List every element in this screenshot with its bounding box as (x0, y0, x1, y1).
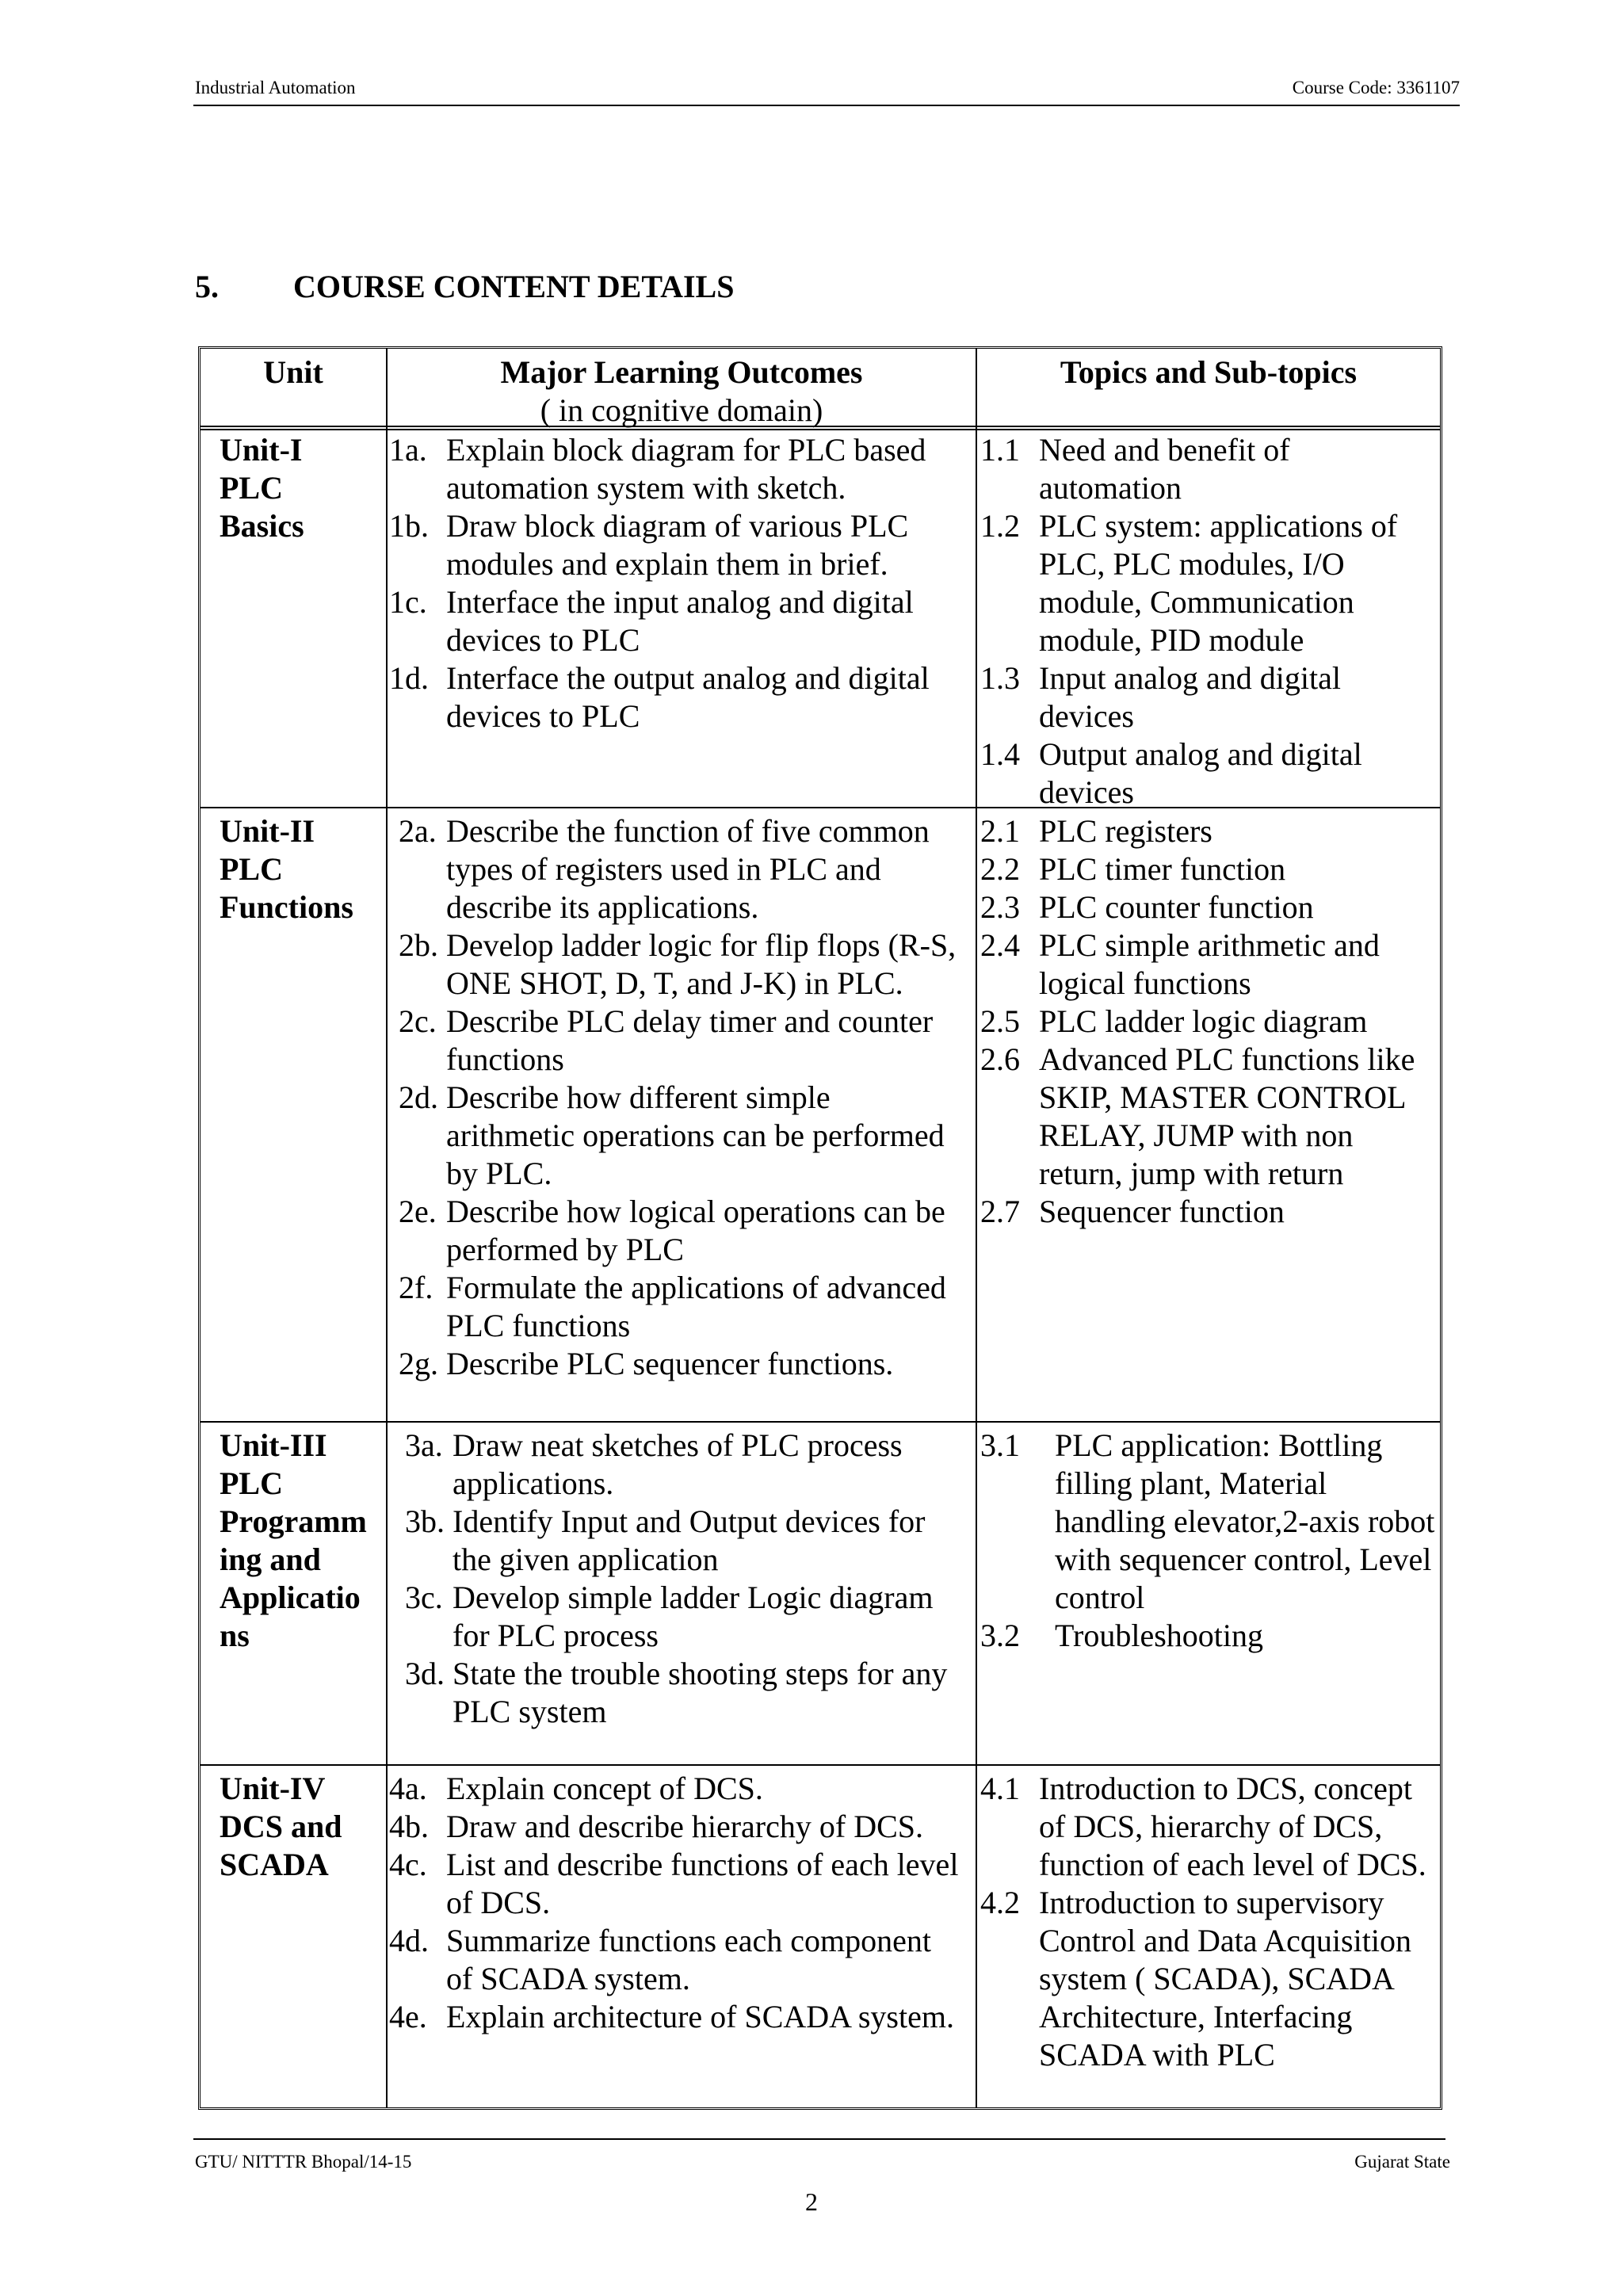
unit-label: ing and (220, 1541, 321, 1577)
outcome-item: 4a. Explain concept of DCS. (389, 1771, 763, 1806)
outcomes-cell-1 (389, 431, 960, 735)
unit-label: Unit-III (220, 1427, 327, 1463)
unit-label: DCS and (220, 1809, 342, 1844)
header-topics: Topics and Sub-topics (1060, 354, 1358, 390)
topic-item: 1.1 Need and benefit of automation (980, 432, 1290, 506)
topic-item: 2.5 PLC ladder logic diagram (980, 1003, 1368, 1039)
unit-label: Basics (220, 508, 304, 544)
outcome-item: 3a. Draw neat sketches of PLC process applications. (405, 1427, 903, 1501)
outcome-item: 2g. Describe PLC sequencer functions. (399, 1346, 894, 1381)
unit-cell-2 (220, 812, 378, 926)
topic-item: 1.3 Input analog and digital devices (980, 660, 1342, 734)
topic-item: 3.2 Troubleshooting (980, 1618, 1264, 1653)
outcomes-cell-4 (389, 1770, 960, 2036)
outcome-item: 1c. Interface the input analog and digital devices to PLC (389, 584, 914, 658)
outcome-item: 3c. Develop simple ladder Logic diagram for PLC process (405, 1580, 934, 1653)
topics-cell-2 (980, 812, 1440, 1231)
topic-item: 2.6 Advanced PLC functions like SKIP, MASTER CONTROL RELAY, JUMP with non return, jump with return (980, 1041, 1415, 1191)
topic-item: 2.1 PLC registers (980, 813, 1212, 849)
unit-cell-3 (220, 1427, 378, 1655)
outcome-item: 2f. Formulate the applications of advanced PLC functions (399, 1270, 946, 1343)
topic-item: 2.2 PLC timer function (980, 851, 1286, 887)
topic-item: 2.7 Sequencer function (980, 1194, 1285, 1229)
header-course-code: Course Code: 3361107 (1292, 78, 1460, 97)
topic-item: 3.1 PLC application: Bottling filling plant, Material handling elevator,2-axis robot with sequencer control, Level control (980, 1427, 1435, 1615)
unit-label: Applicatio (220, 1580, 361, 1615)
topic-item: 4.2 Introduction to supervisory Control and Data Acquisition system ( SCADA), SCADA Architecture, Interfacing SCADA with PLC (980, 1885, 1411, 2073)
unit-cell-4 (220, 1770, 378, 1884)
header-rule (193, 105, 1460, 106)
section-title: COURSE CONTENT DETAILS (293, 269, 735, 304)
outcome-item: 1b. Draw block diagram of various PLC modules and explain them in brief. (389, 508, 909, 582)
unit-label: Unit-IV (220, 1771, 326, 1806)
outcome-item: 3d. State the trouble shooting steps for any PLC system (405, 1656, 948, 1729)
unit-label: ns (220, 1618, 250, 1653)
outcome-item: 3b. Identify Input and Output devices for the given application (405, 1503, 926, 1577)
outcome-item: 4b. Draw and describe hierarchy of DCS. (389, 1809, 924, 1844)
outcome-item: 2c. Describe PLC delay timer and counter functions (399, 1003, 934, 1077)
topics-cell-4 (980, 1770, 1440, 2074)
outcomes-cell-3 (395, 1427, 960, 1731)
unit-label: PLC (220, 851, 283, 887)
outcomes-cell-2 (389, 812, 960, 1383)
unit-label: Unit-I (220, 432, 303, 468)
row-divider (200, 1764, 1440, 1766)
section-number: 5. (195, 269, 219, 304)
topics-cell-3 (980, 1427, 1440, 1655)
topic-item: 2.4 PLC simple arithmetic and logical functions (980, 927, 1380, 1001)
topic-item: 1.2 PLC system: applications of PLC, PLC modules, I/O module, Communication module, PID module (980, 508, 1398, 658)
unit-cell-1 (220, 431, 378, 545)
section-heading (195, 268, 734, 305)
header-outcomes (388, 353, 976, 430)
header-outcomes-subtitle: ( in cognitive domain) (540, 392, 823, 428)
column-divider (386, 349, 388, 2107)
topic-item: 1.4 Output analog and digital devices (980, 736, 1362, 810)
topics-cell-1 (980, 431, 1440, 812)
outcome-item: 1d. Interface the output analog and digital devices to PLC (389, 660, 930, 734)
outcome-item: 2e. Describe how logical operations can be performed by PLC (399, 1194, 945, 1267)
unit-label: SCADA (220, 1847, 329, 1882)
topic-item: 2.3 PLC counter function (980, 889, 1314, 925)
outcome-item: 2a. Describe the function of five common types of registers used in PLC and describe its applications. (399, 813, 930, 925)
page-number: 2 (805, 2187, 818, 2216)
footer-rule (193, 2138, 1445, 2140)
topic-item: 4.1 Introduction to DCS, concept of DCS, hierarchy of DCS, function of each level of DCS. (980, 1771, 1426, 1882)
unit-label: Unit-II (220, 813, 315, 849)
outcome-item: 4c. List and describe functions of each level of DCS. (389, 1847, 959, 1920)
header-unit: Unit (263, 354, 323, 390)
column-divider (976, 349, 977, 2107)
unit-label: PLC (220, 1465, 283, 1501)
footer-institution: GTU/ NITTTR Bhopal/14-15 (195, 2152, 412, 2172)
outcome-item: 2d. Describe how different simple arithmetic operations can be performed by PLC. (399, 1079, 945, 1191)
unit-label: Programm (220, 1503, 367, 1539)
row-divider (200, 1421, 1440, 1423)
outcome-item: 1a. Explain block diagram for PLC based automation system with sketch. (389, 432, 926, 506)
header-outcomes-title: Major Learning Outcomes (500, 354, 863, 390)
unit-label: PLC (220, 470, 283, 506)
outcome-item: 4d. Summarize functions each component of SCADA system. (389, 1923, 932, 1996)
unit-label: Functions (220, 889, 353, 925)
outcome-item: 4e. Explain architecture of SCADA system. (389, 1999, 954, 2034)
course-content-table (198, 346, 1442, 2110)
footer-state: Gujarat State (1354, 2152, 1450, 2172)
header-course-name: Industrial Automation (195, 78, 356, 97)
outcome-item: 2b. Develop ladder logic for flip flops (R-S, ONE SHOT, D, T, and J-K) in PLC. (399, 927, 957, 1001)
